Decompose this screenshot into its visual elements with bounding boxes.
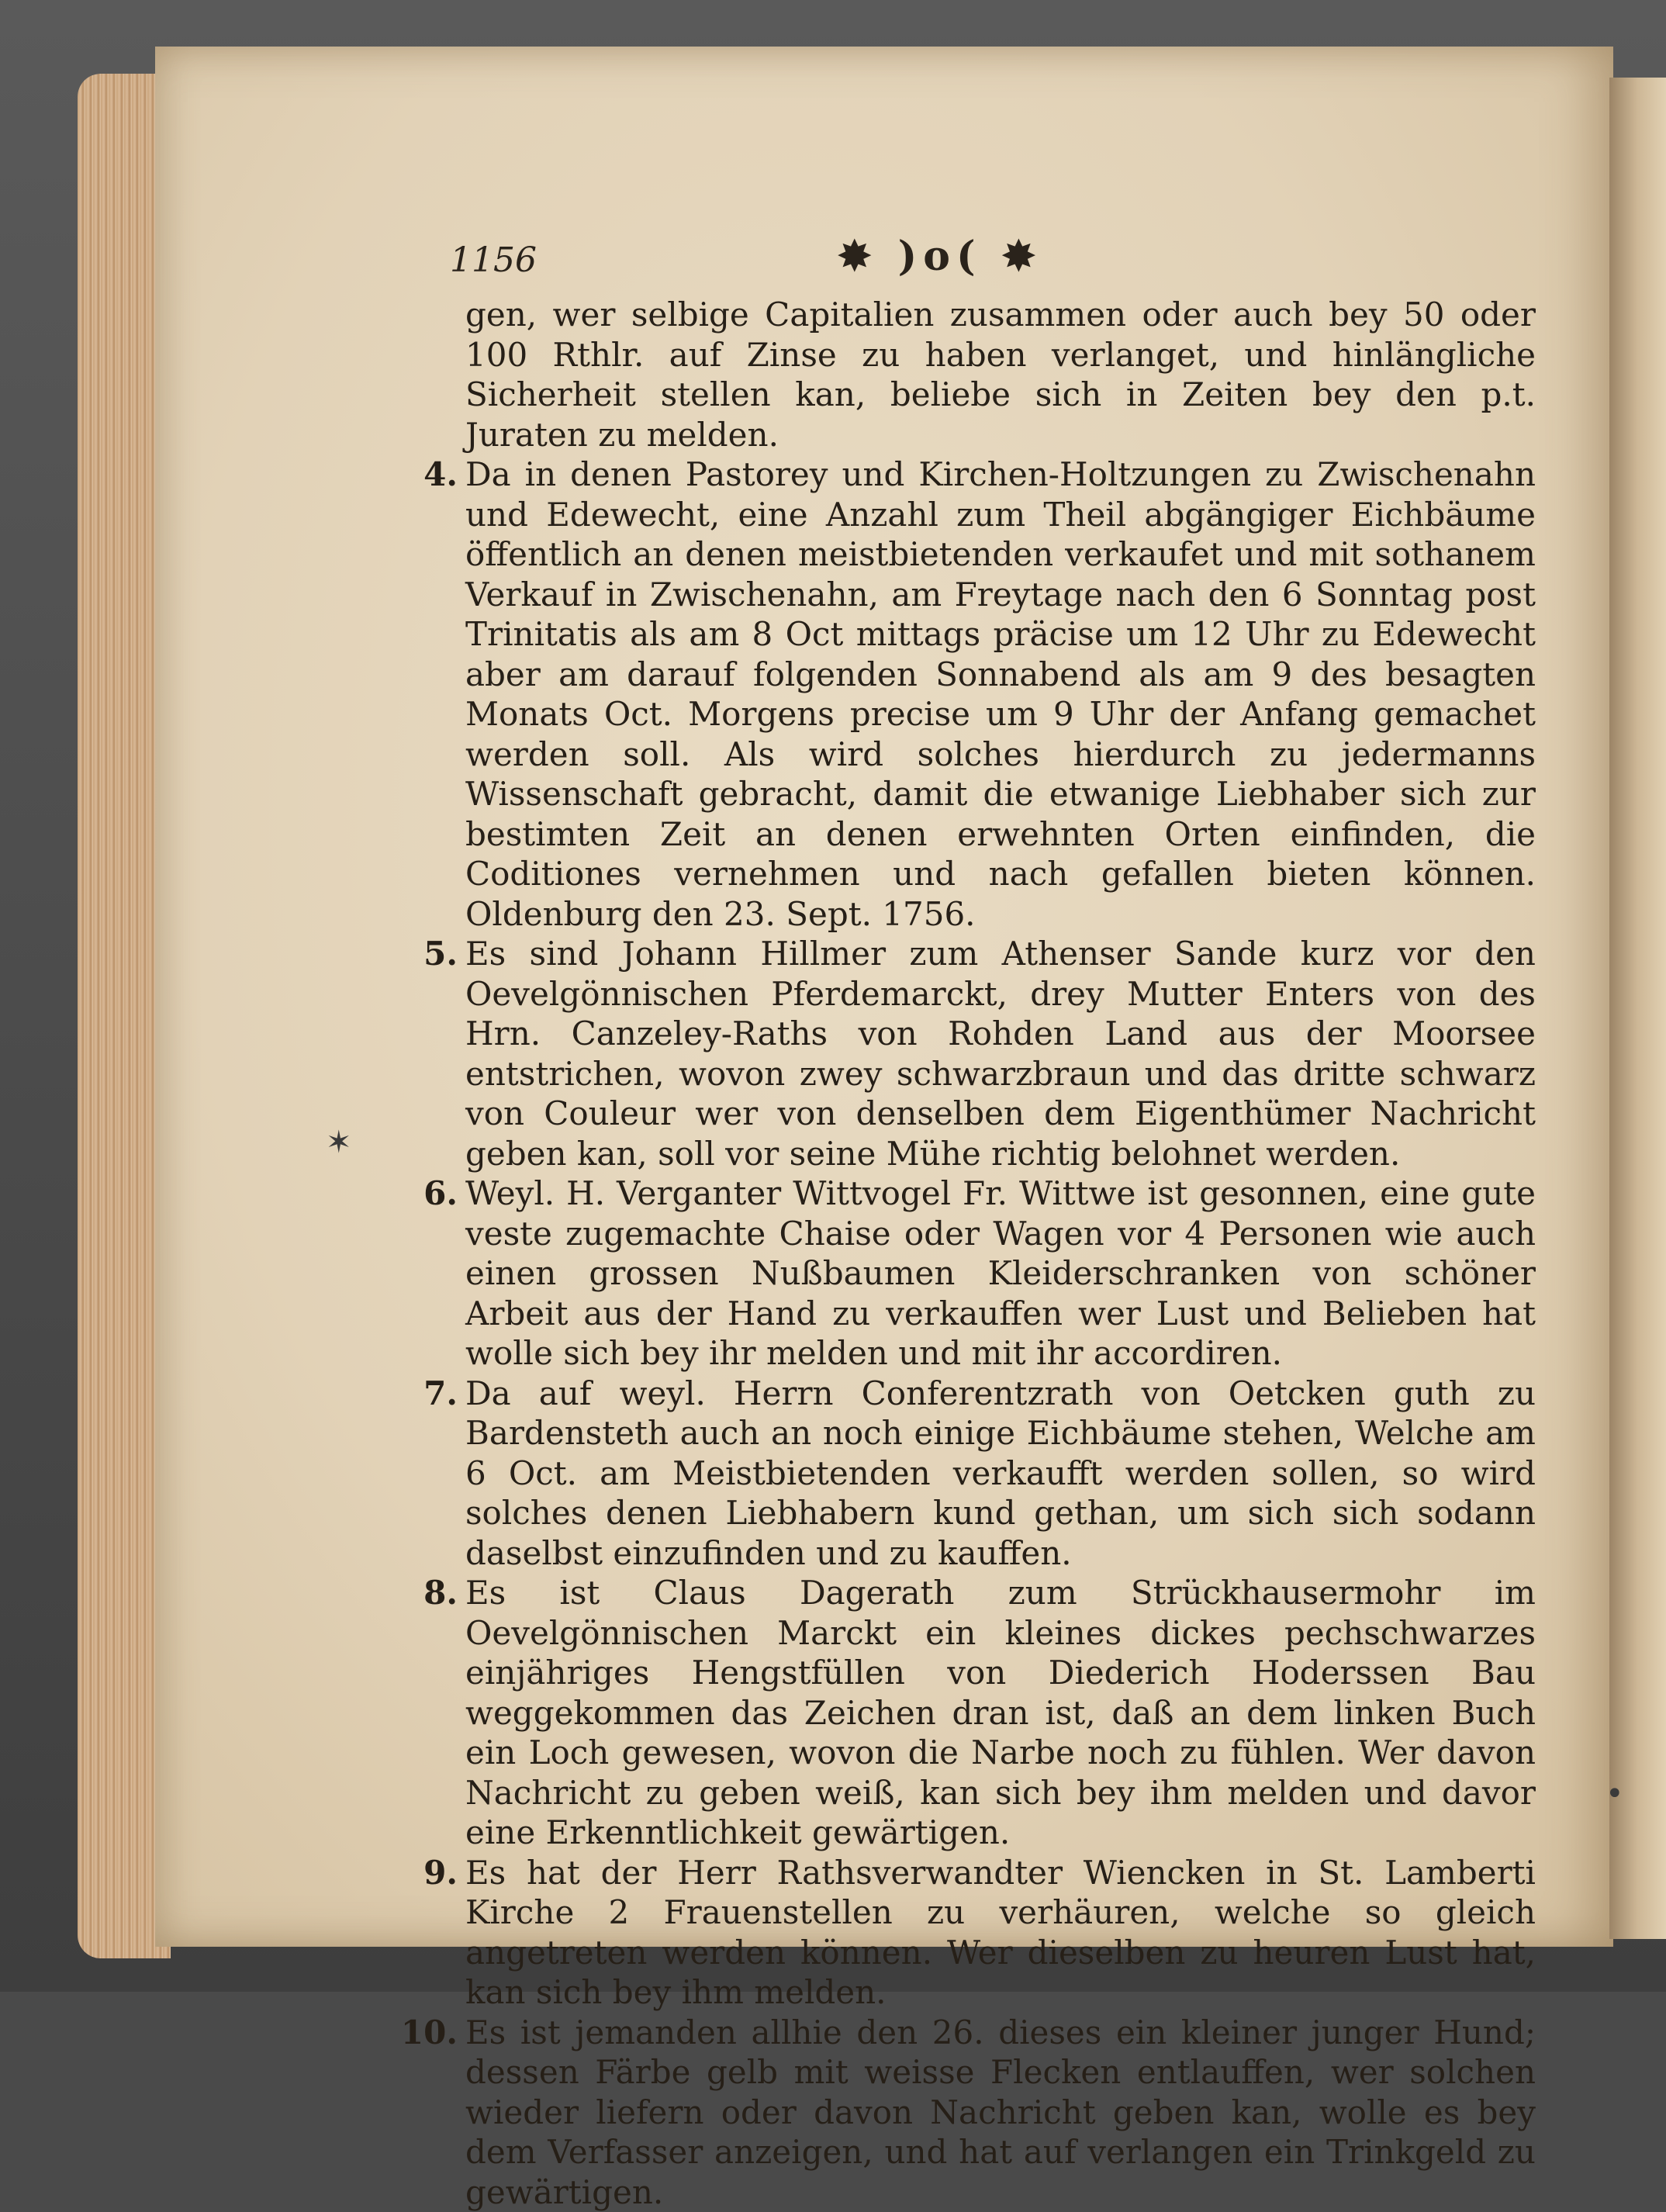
notice-text: Es hat der Herr Rathsverwandter Wiencken in St. Lamberti Kirche 2 Frauenstellen zu verhäuren, welche so gleich angetreten werden können. Wer dieselben zu heuren Lust hat, kan sich bey ihm melden. xyxy=(465,1853,1536,2013)
notice-entry xyxy=(465,1374,1536,1574)
margin-mark: ✶ xyxy=(326,1125,352,1160)
page-number: 1156 xyxy=(450,240,537,280)
notice-entry xyxy=(465,2013,1536,2212)
notice-entry xyxy=(465,295,1536,454)
notice-text: Da auf weyl. Herrn Conferentzrath von Oetcken guth zu Bardensteth auch an noch einige Eichbäume stehen, Welche am 6 Oct. am Meistbietenden verkaufft werden sollen, so wird solches denen Liebhabern kund gethan, um sich sich sodann daselbst einzufinden und zu kauffen. xyxy=(465,1374,1536,1574)
notice-number: 7. xyxy=(380,1374,458,1414)
notice-entry xyxy=(465,1573,1536,1853)
page-text xyxy=(465,295,1536,2212)
notice-number: 4. xyxy=(380,454,458,495)
notice-text: gen, wer selbige Capitalien zusammen oder auch bey 50 oder 100 Rthlr. auf Zinse zu haben verlanget, und hinlängliche Sicherheit stellen kan, beliebe sich in Zeiten bey den p.t. Juraten zu melden. xyxy=(465,295,1536,454)
notice-entry xyxy=(465,934,1536,1173)
notice-entry xyxy=(465,1173,1536,1374)
notice-number: 8. xyxy=(380,1573,458,1613)
notice-number: 6. xyxy=(380,1173,458,1214)
notice-number: 9. xyxy=(380,1853,458,1893)
notice-entry xyxy=(465,1853,1536,2013)
notice-number: 5. xyxy=(380,934,458,974)
notice-text: Da in denen Pastorey und Kirchen-Holtzungen zu Zwischenahn und Edewecht, eine Anzahl zum Theil abgängiger Eichbäume öffentlich an denen meistbietenden verkaufet und mit sothanem Verkauf in Zwischenahn, am Freytage nach den 6 Sonntag post Trinitatis als am 8 Oct mittags präcise um 12 Uhr zu Edewecht aber am darauf folgenden Sonnabend als am 9 des besagten Monats Oct. Morgens precise um 9 Uhr der Anfang gemachet werden soll. Als wird solches hierdurch zu jedermanns Wissenschaft gebracht, damit die etwanige Liebhaber sich zur bestimten Zeit an denen erwehnten Orten einfinden, die Coditiones vernehmen und nach gefallen bieten können. Oldenburg den 23. Sept. 1756. xyxy=(465,454,1536,934)
margin-mark: • xyxy=(1606,1776,1624,1812)
facing-page-edge xyxy=(1609,78,1666,1939)
notice-text: Weyl. H. Verganter Wittvogel Fr. Wittwe ist gesonnen, eine gute veste zugemachte Chaise oder Wagen vor 4 Personen wie auch einen grossen Nußbaumen Kleiderschranken von schöner Arbeit aus der Hand zu verkauffen wer Lust und Belieben hat wolle sich bey ihr melden und mit ihr accordiren. xyxy=(465,1173,1536,1374)
notice-text: Es ist Claus Dagerath zum Strückhausermohr im Oevelgönnischen Marckt ein kleines dickes pechschwarzes einjähriges Hengstfüllen von Diederich Hoderssen Bau weggekommen das Zeichen dran ist, daß an dem linken Buch ein Loch gewesen, wovon die Narbe noch zu fühlen. Wer davon Nachricht zu geben weiß, kan sich bey ihm melden und davor eine Erkenntlichkeit gewärtigen. xyxy=(465,1573,1536,1853)
notice-text: Es ist jemanden allhie den 26. dieses ein kleiner junger Hund; dessen Färbe gelb mit weisse Flecken entlauffen, wer solchen wieder liefern oder davon Nachricht geben kan, wolle es bey dem Verfasser anzeigen, und hat auf verlangen ein Trinkgeld zu gewärtigen. xyxy=(465,2013,1536,2212)
notice-text: Es sind Johann Hillmer zum Athenser Sande kurz vor den Oevelgönnischen Pferdemarckt, drey Mutter Enters von des Hrn. Canzeley-Raths von Rohden Land aus der Moorsee entstrichen, wovon zwey schwarzbraun und das dritte schwarz von Couleur wer von denselben dem Eigenthümer Nachricht geben kan, soll vor seine Mühe richtig belohnet werden. xyxy=(465,934,1536,1173)
page-header xyxy=(450,233,1536,287)
header-ornament: ✸ )o( ✸ xyxy=(838,233,1042,280)
notice-entry xyxy=(465,454,1536,934)
notice-number: 10. xyxy=(380,2013,458,2053)
